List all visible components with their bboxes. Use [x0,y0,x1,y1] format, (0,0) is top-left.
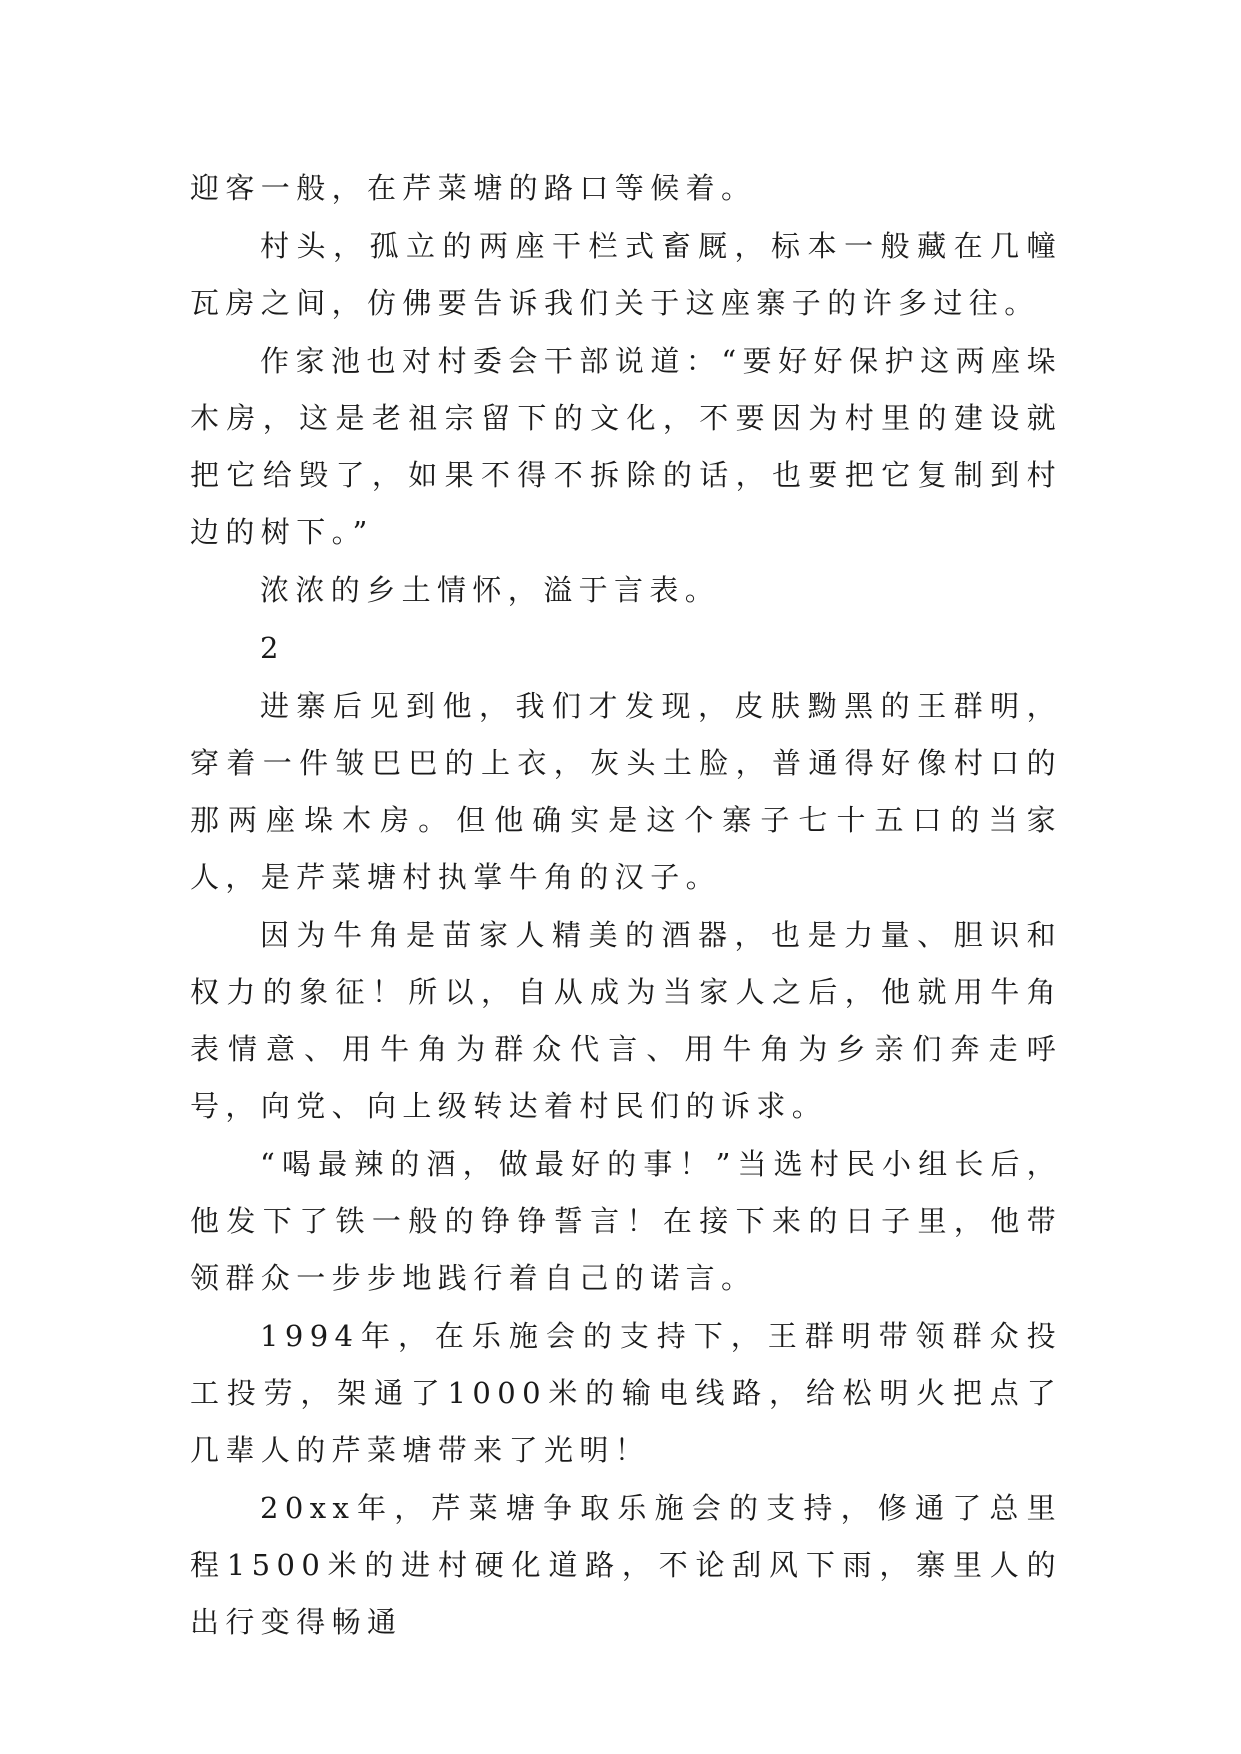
paragraph-5: 进寨后见到他，我们才发现，皮肤黝黑的王群明，穿着一件皱巴巴的上衣，灰头土脸，普通得好像村口的那两座垛木房。但他确实是这个寨子七十五口的当家人，是芹菜塘村执掌牛角的汉子。 [190,689,1062,894]
paragraph-7: “喝最辣的酒，做最好的事！”当选村民小组长后，他发下了铁一般的铮铮誓言！在接下来的日子里，他带领群众一步步地践行着自己的诺言。 [190,1147,1062,1295]
body-text [190,160,1062,1652]
paragraph-2: 村头，孤立的两座干栏式畜厩，标本一般藏在几幢瓦房之间，仿佛要告诉我们关于这座寨子的许多过往。 [190,229,1062,320]
paragraph-6: 因为牛角是苗家人精美的酒器，也是力量、胆识和权力的象征！所以，自从成为当家人之后，他就用牛角表情意、用牛角为群众代言、用牛角为乡亲们奔走呼号，向党、向上级转达着村民们的诉求。 [190,918,1062,1123]
paragraph-3: 作家池也对村委会干部说道：“要好好保护这两座垛木房，这是老祖宗留下的文化，不要因为村里的建设就把它给毁了，如果不得不拆除的话，也要把它复制到村边的树下。” [190,344,1062,549]
section-number: 2 [260,631,285,665]
paragraph-1: 迎客一般，在芹菜塘的路口等候着。 [190,171,757,205]
paragraph-4: 浓浓的乡土情怀，溢于言表。 [260,573,721,607]
paragraph-9: 20xx年，芹菜塘争取乐施会的支持，修通了总里程1500米的进村硬化道路，不论刮风下雨，寨里人的出行变得畅通 [190,1491,1062,1639]
paragraph-8: 1994年，在乐施会的支持下，王群明带领群众投工投劳，架通了1000米的输电线路，给松明火把点了几辈人的芹菜塘带来了光明！ [190,1319,1062,1467]
